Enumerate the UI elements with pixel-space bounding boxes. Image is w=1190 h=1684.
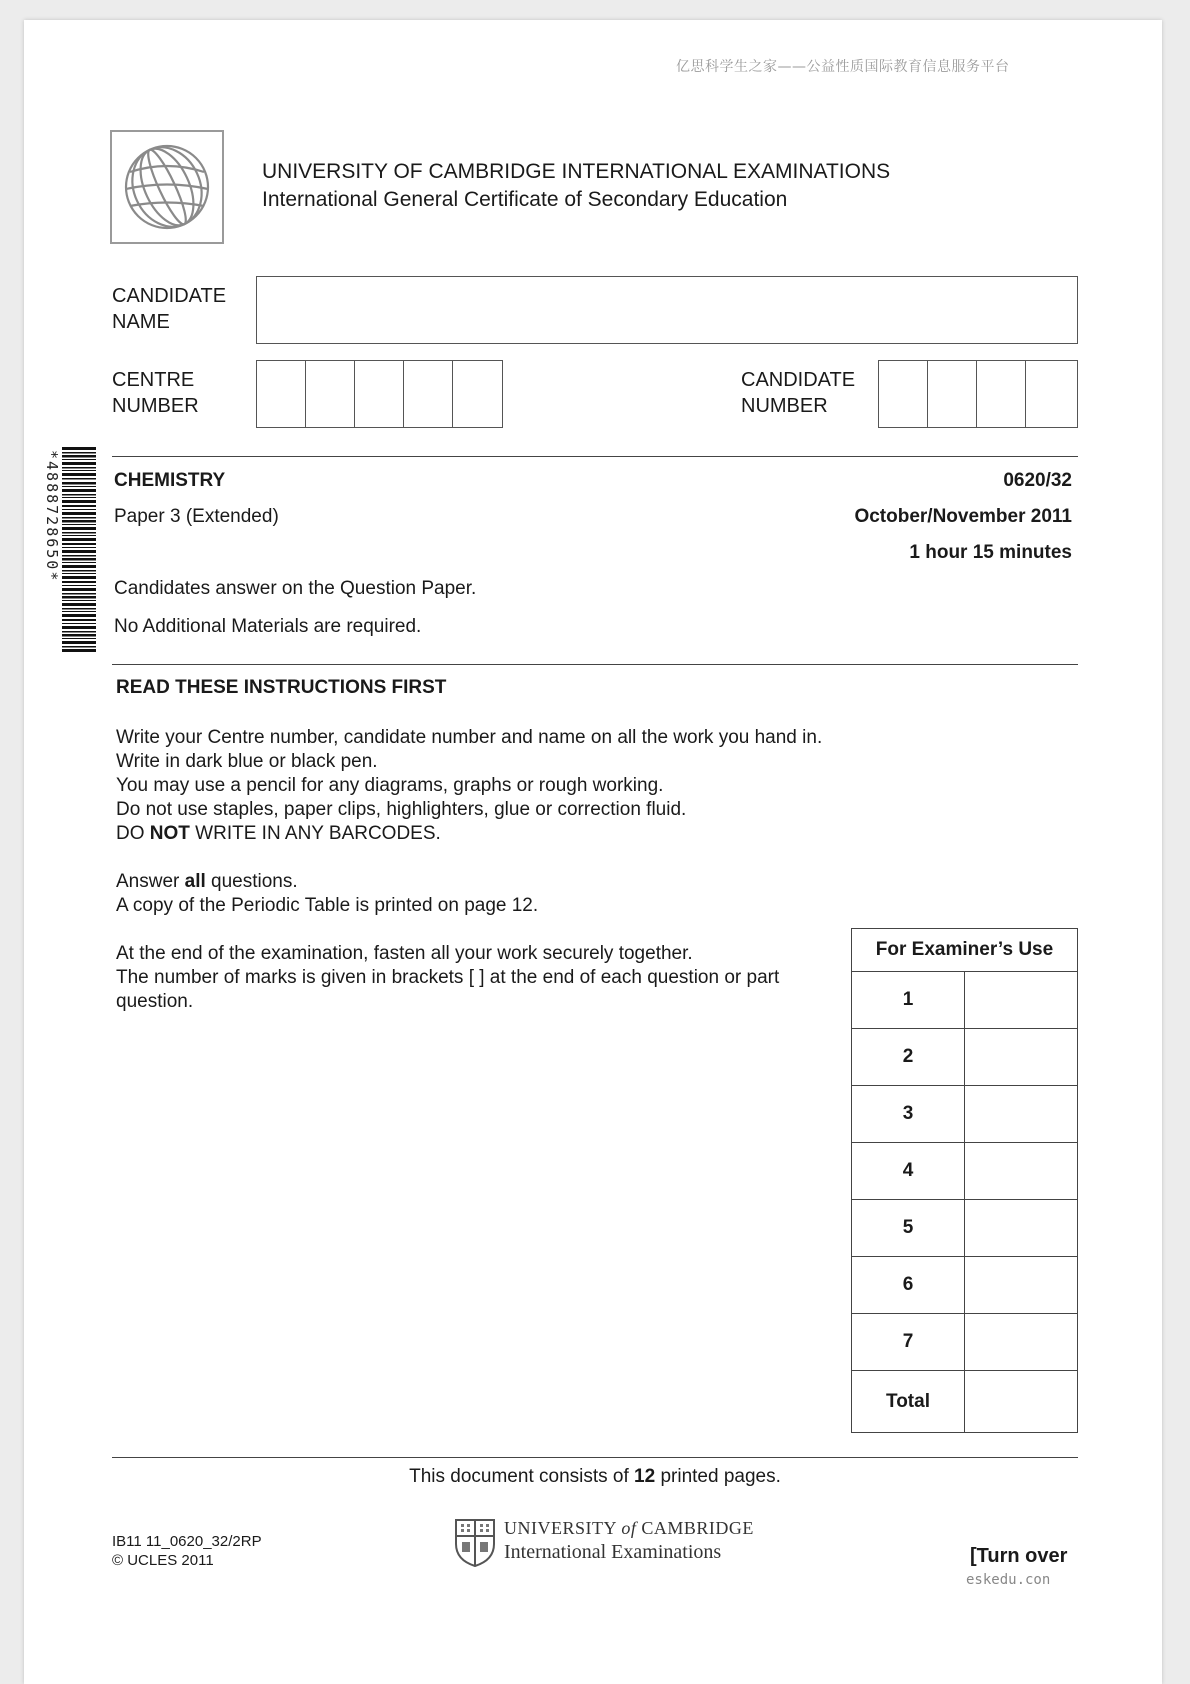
mark-cell[interactable]	[965, 1086, 1078, 1143]
eskedu-watermark: eskedu.con	[966, 1572, 1051, 1588]
text-run: UNIVERSITY	[504, 1518, 617, 1538]
text-run: This document consists of	[409, 1466, 635, 1487]
total-label: Total	[852, 1371, 965, 1433]
instruction-line: Write your Centre number, candidate number and name on all the work you hand in.	[116, 727, 823, 748]
text-run: CAMBRIDGE	[641, 1518, 754, 1538]
instruction-line	[116, 870, 856, 894]
page-count-note	[0, 1466, 1190, 1488]
paper-code: 0620/32	[1003, 470, 1072, 491]
divider	[112, 456, 1078, 457]
instruction-line: Do not use staples, paper clips, highlighters, glue or correction fluid.	[116, 799, 687, 820]
mark-cell[interactable]	[965, 1257, 1078, 1314]
table-total-row	[852, 1371, 1078, 1433]
digit-box[interactable]	[453, 361, 502, 427]
cambridge-crest-icon	[454, 1518, 496, 1568]
question-number: 2	[852, 1029, 965, 1086]
globe-icon	[122, 142, 212, 232]
instruction-line	[116, 822, 856, 846]
exam-duration: 1 hour 15 minutes	[909, 542, 1072, 563]
instruction-line: You may use a pencil for any diagrams, graphs or rough working.	[116, 775, 664, 796]
question-number: 3	[852, 1086, 965, 1143]
table-row	[852, 1314, 1078, 1371]
instructions-block-1	[116, 726, 856, 846]
header-title	[262, 158, 890, 214]
candidate-number-field[interactable]	[878, 360, 1078, 428]
wordmark-line-1	[504, 1518, 754, 1539]
mark-cell[interactable]	[965, 1200, 1078, 1257]
exam-page	[24, 20, 1162, 1684]
cambridge-wordmark	[504, 1518, 754, 1564]
text-run: WRITE IN ANY BARCODES.	[189, 823, 441, 844]
centre-number-field[interactable]	[256, 360, 503, 428]
instruction-line: A copy of the Periodic Table is printed on page 12.	[116, 895, 539, 916]
centre-number-label	[112, 367, 199, 419]
question-number: 7	[852, 1314, 965, 1371]
text-run: questions.	[205, 871, 298, 892]
wordmark-line-2: International Examinations	[504, 1541, 722, 1563]
candidate-name-label	[112, 283, 226, 335]
table-header: For Examiner’s Use	[852, 929, 1078, 972]
subject-title: CHEMISTRY	[114, 470, 226, 491]
text-run: printed pages.	[655, 1466, 781, 1487]
digit-box[interactable]	[306, 361, 355, 427]
question-number: 1	[852, 972, 965, 1029]
text-run-bold: 12	[634, 1466, 656, 1487]
instruction-line: question.	[116, 991, 194, 1012]
watermark-text: 亿思科学生之家——公益性质国际教育信息服务平台	[676, 59, 1010, 75]
document-reference	[112, 1532, 262, 1570]
copyright-line: © UCLES 2011	[112, 1552, 214, 1569]
mark-cell[interactable]	[965, 1314, 1078, 1371]
table-row	[852, 1200, 1078, 1257]
label-line: NUMBER	[741, 395, 828, 417]
text-run-italic: of	[621, 1518, 637, 1538]
header-line-1: UNIVERSITY OF CAMBRIDGE INTERNATIONAL EXAMINATIONS	[262, 160, 891, 183]
examiner-use-table	[851, 928, 1078, 1433]
question-number: 5	[852, 1200, 965, 1257]
divider	[112, 1457, 1078, 1458]
label-line: CENTRE	[112, 369, 195, 391]
instruction-line: At the end of the examination, fasten all your work securely together.	[116, 943, 693, 964]
instructions-block-2	[116, 870, 856, 918]
instructions-heading: READ THESE INSTRUCTIONS FIRST	[116, 677, 447, 698]
barcode-number: *4888728650*	[43, 450, 61, 583]
exam-session: October/November 2011	[854, 506, 1072, 527]
mark-cell[interactable]	[965, 1143, 1078, 1200]
text-run-bold: NOT	[149, 823, 190, 844]
instructions-block-3	[116, 942, 846, 1014]
label-line: CANDIDATE	[112, 285, 227, 307]
table-row	[852, 1086, 1078, 1143]
mark-cell[interactable]	[965, 972, 1078, 1029]
digit-box[interactable]	[879, 361, 928, 427]
answer-note: Candidates answer on the Question Paper.	[114, 578, 477, 599]
text-run: Answer	[116, 871, 185, 892]
paper-title: Paper 3 (Extended)	[114, 506, 279, 527]
turn-over-label: [Turn over	[970, 1545, 1068, 1567]
candidate-name-field[interactable]	[256, 276, 1078, 344]
table-row	[852, 1029, 1078, 1086]
materials-note: No Additional Materials are required.	[114, 616, 422, 637]
instruction-line: The number of marks is given in brackets [ ] at the end of each question or part	[116, 967, 780, 988]
globe-logo	[110, 130, 224, 244]
table-row	[852, 972, 1078, 1029]
mark-cell[interactable]	[965, 1029, 1078, 1086]
total-cell[interactable]	[965, 1371, 1078, 1433]
digit-box[interactable]	[404, 361, 453, 427]
question-number: 4	[852, 1143, 965, 1200]
instruction-line: Write in dark blue or black pen.	[116, 751, 378, 772]
table-row	[852, 1257, 1078, 1314]
candidate-number-label	[741, 367, 855, 419]
digit-box[interactable]	[1026, 361, 1076, 427]
digit-box[interactable]	[257, 361, 306, 427]
divider	[112, 664, 1078, 665]
label-line: NUMBER	[112, 395, 199, 417]
text-run-bold: all	[184, 871, 206, 892]
digit-box[interactable]	[928, 361, 977, 427]
text-run: DO	[116, 823, 150, 844]
table-row	[852, 1143, 1078, 1200]
question-number: 6	[852, 1257, 965, 1314]
header-line-2: International General Certificate of Secondary Education	[262, 188, 788, 211]
label-line: CANDIDATE	[741, 369, 856, 391]
barcode-icon	[62, 447, 96, 652]
reference-code: IB11 11_0620_32/2RP	[112, 1533, 262, 1550]
digit-box[interactable]	[977, 361, 1026, 427]
digit-box[interactable]	[355, 361, 404, 427]
table-header-row	[852, 929, 1078, 972]
label-line: NAME	[112, 311, 170, 333]
